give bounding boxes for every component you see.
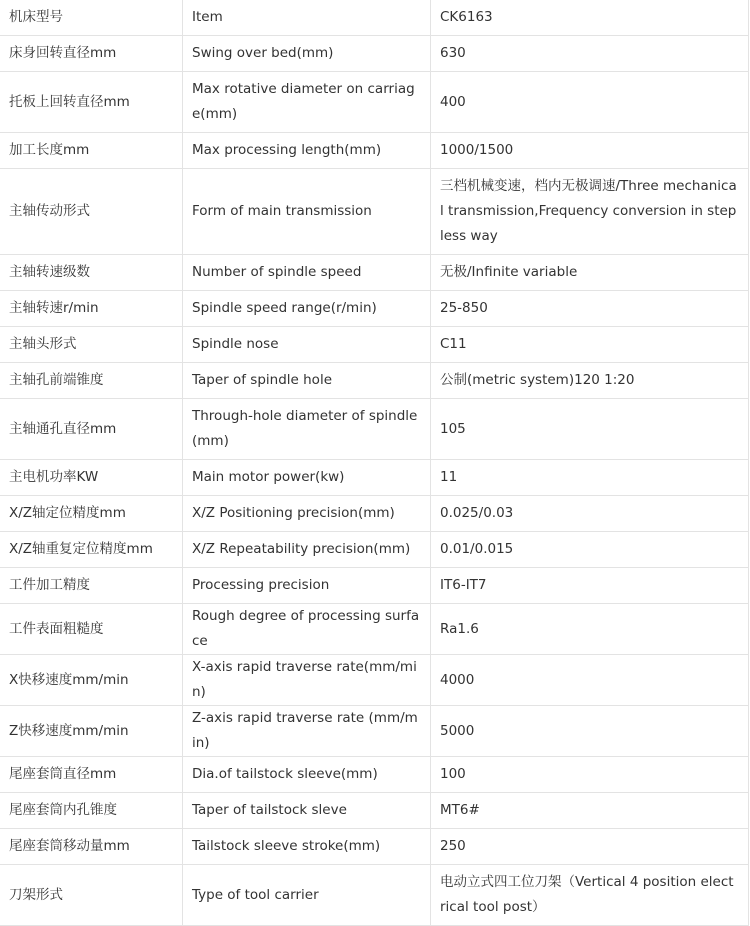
row-label-en: Tailstock sleeve stroke(mm)	[183, 829, 431, 865]
table-row	[0, 291, 749, 327]
row-label-zh: Z快移速度mm/min	[0, 706, 183, 757]
table-row	[0, 757, 749, 793]
row-value: CK6163	[431, 0, 749, 36]
row-label-zh: 加工长度mm	[0, 133, 183, 169]
row-value: 250	[431, 829, 749, 865]
table-row	[0, 829, 749, 865]
table-row	[0, 0, 749, 36]
row-label-en: Number of spindle speed	[183, 255, 431, 291]
row-label-zh: 托板上回转直径mm	[0, 72, 183, 133]
table-row	[0, 496, 749, 532]
row-label-zh: 主轴转速r/min	[0, 291, 183, 327]
row-value: 公制(metric system)120 1:20	[431, 363, 749, 399]
row-label-en: Max rotative diameter on carriage(mm)	[183, 72, 431, 133]
row-label-zh: 主轴孔前端锥度	[0, 363, 183, 399]
row-value: 25-850	[431, 291, 749, 327]
row-value: 11	[431, 460, 749, 496]
row-value: 5000	[431, 706, 749, 757]
table-row	[0, 327, 749, 363]
table-row	[0, 363, 749, 399]
table-row	[0, 460, 749, 496]
row-label-en: Dia.of tailstock sleeve(mm)	[183, 757, 431, 793]
row-value: Ra1.6	[431, 604, 749, 655]
row-label-zh: X/Z轴重复定位精度mm	[0, 532, 183, 568]
row-label-en: Form of main transmission	[183, 169, 431, 255]
row-value: 105	[431, 399, 749, 460]
row-label-en: X-axis rapid traverse rate(mm/min)	[183, 655, 431, 706]
row-label-en: Through-hole diameter of spindle(mm)	[183, 399, 431, 460]
row-label-en: Rough degree of processing surface	[183, 604, 431, 655]
row-label-zh: 主轴头形式	[0, 327, 183, 363]
row-value: MT6#	[431, 793, 749, 829]
row-label-zh: 工件表面粗糙度	[0, 604, 183, 655]
row-value: 100	[431, 757, 749, 793]
row-label-zh: 工件加工精度	[0, 568, 183, 604]
row-label-zh: 尾座套筒内孔锥度	[0, 793, 183, 829]
row-value: C11	[431, 327, 749, 363]
row-label-en: Taper of tailstock sleve	[183, 793, 431, 829]
table-row	[0, 655, 749, 706]
table-row	[0, 399, 749, 460]
row-value: 电动立式四工位刀架（Vertical 4 position electrical tool post）	[431, 865, 749, 926]
row-label-en: Max processing length(mm)	[183, 133, 431, 169]
row-label-en: Z-axis rapid traverse rate (mm/min)	[183, 706, 431, 757]
row-label-en: Main motor power(kw)	[183, 460, 431, 496]
row-label-en: Taper of spindle hole	[183, 363, 431, 399]
table-row	[0, 255, 749, 291]
table-row	[0, 133, 749, 169]
row-label-en: X/Z Positioning precision(mm)	[183, 496, 431, 532]
row-label-en: Spindle nose	[183, 327, 431, 363]
row-label-zh: 尾座套筒移动量mm	[0, 829, 183, 865]
row-label-en: Item	[183, 0, 431, 36]
row-label-zh: X快移速度mm/min	[0, 655, 183, 706]
row-label-zh: 主轴通孔直径mm	[0, 399, 183, 460]
row-label-zh: 床身回转直径mm	[0, 36, 183, 72]
row-label-en: Processing precision	[183, 568, 431, 604]
row-value: 0.01/0.015	[431, 532, 749, 568]
table-row	[0, 865, 749, 926]
row-value: IT6-IT7	[431, 568, 749, 604]
table-row	[0, 604, 749, 655]
row-value: 无极/Infinite variable	[431, 255, 749, 291]
row-value: 400	[431, 72, 749, 133]
row-label-zh: 尾座套筒直径mm	[0, 757, 183, 793]
table-row	[0, 72, 749, 133]
row-label-zh: 主轴转速级数	[0, 255, 183, 291]
row-label-zh: 刀架形式	[0, 865, 183, 926]
table-row	[0, 36, 749, 72]
row-value: 630	[431, 36, 749, 72]
row-label-en: Swing over bed(mm)	[183, 36, 431, 72]
row-value: 0.025/0.03	[431, 496, 749, 532]
table-row	[0, 706, 749, 757]
row-label-en: Spindle speed range(r/min)	[183, 291, 431, 327]
row-label-zh: 机床型号	[0, 0, 183, 36]
table-row	[0, 793, 749, 829]
row-value: 4000	[431, 655, 749, 706]
table-row	[0, 169, 749, 255]
row-label-zh: 主电机功率KW	[0, 460, 183, 496]
table-row	[0, 568, 749, 604]
row-label-zh: 主轴传动形式	[0, 169, 183, 255]
row-label-en: Type of tool carrier	[183, 865, 431, 926]
row-label-zh: X/Z轴定位精度mm	[0, 496, 183, 532]
row-value: 1000/1500	[431, 133, 749, 169]
row-label-en: X/Z Repeatability precision(mm)	[183, 532, 431, 568]
table-row	[0, 532, 749, 568]
row-value: 三档机械变速，档内无极调速/Three mechanical transmission,Frequency conversion in stepless way	[431, 169, 749, 255]
